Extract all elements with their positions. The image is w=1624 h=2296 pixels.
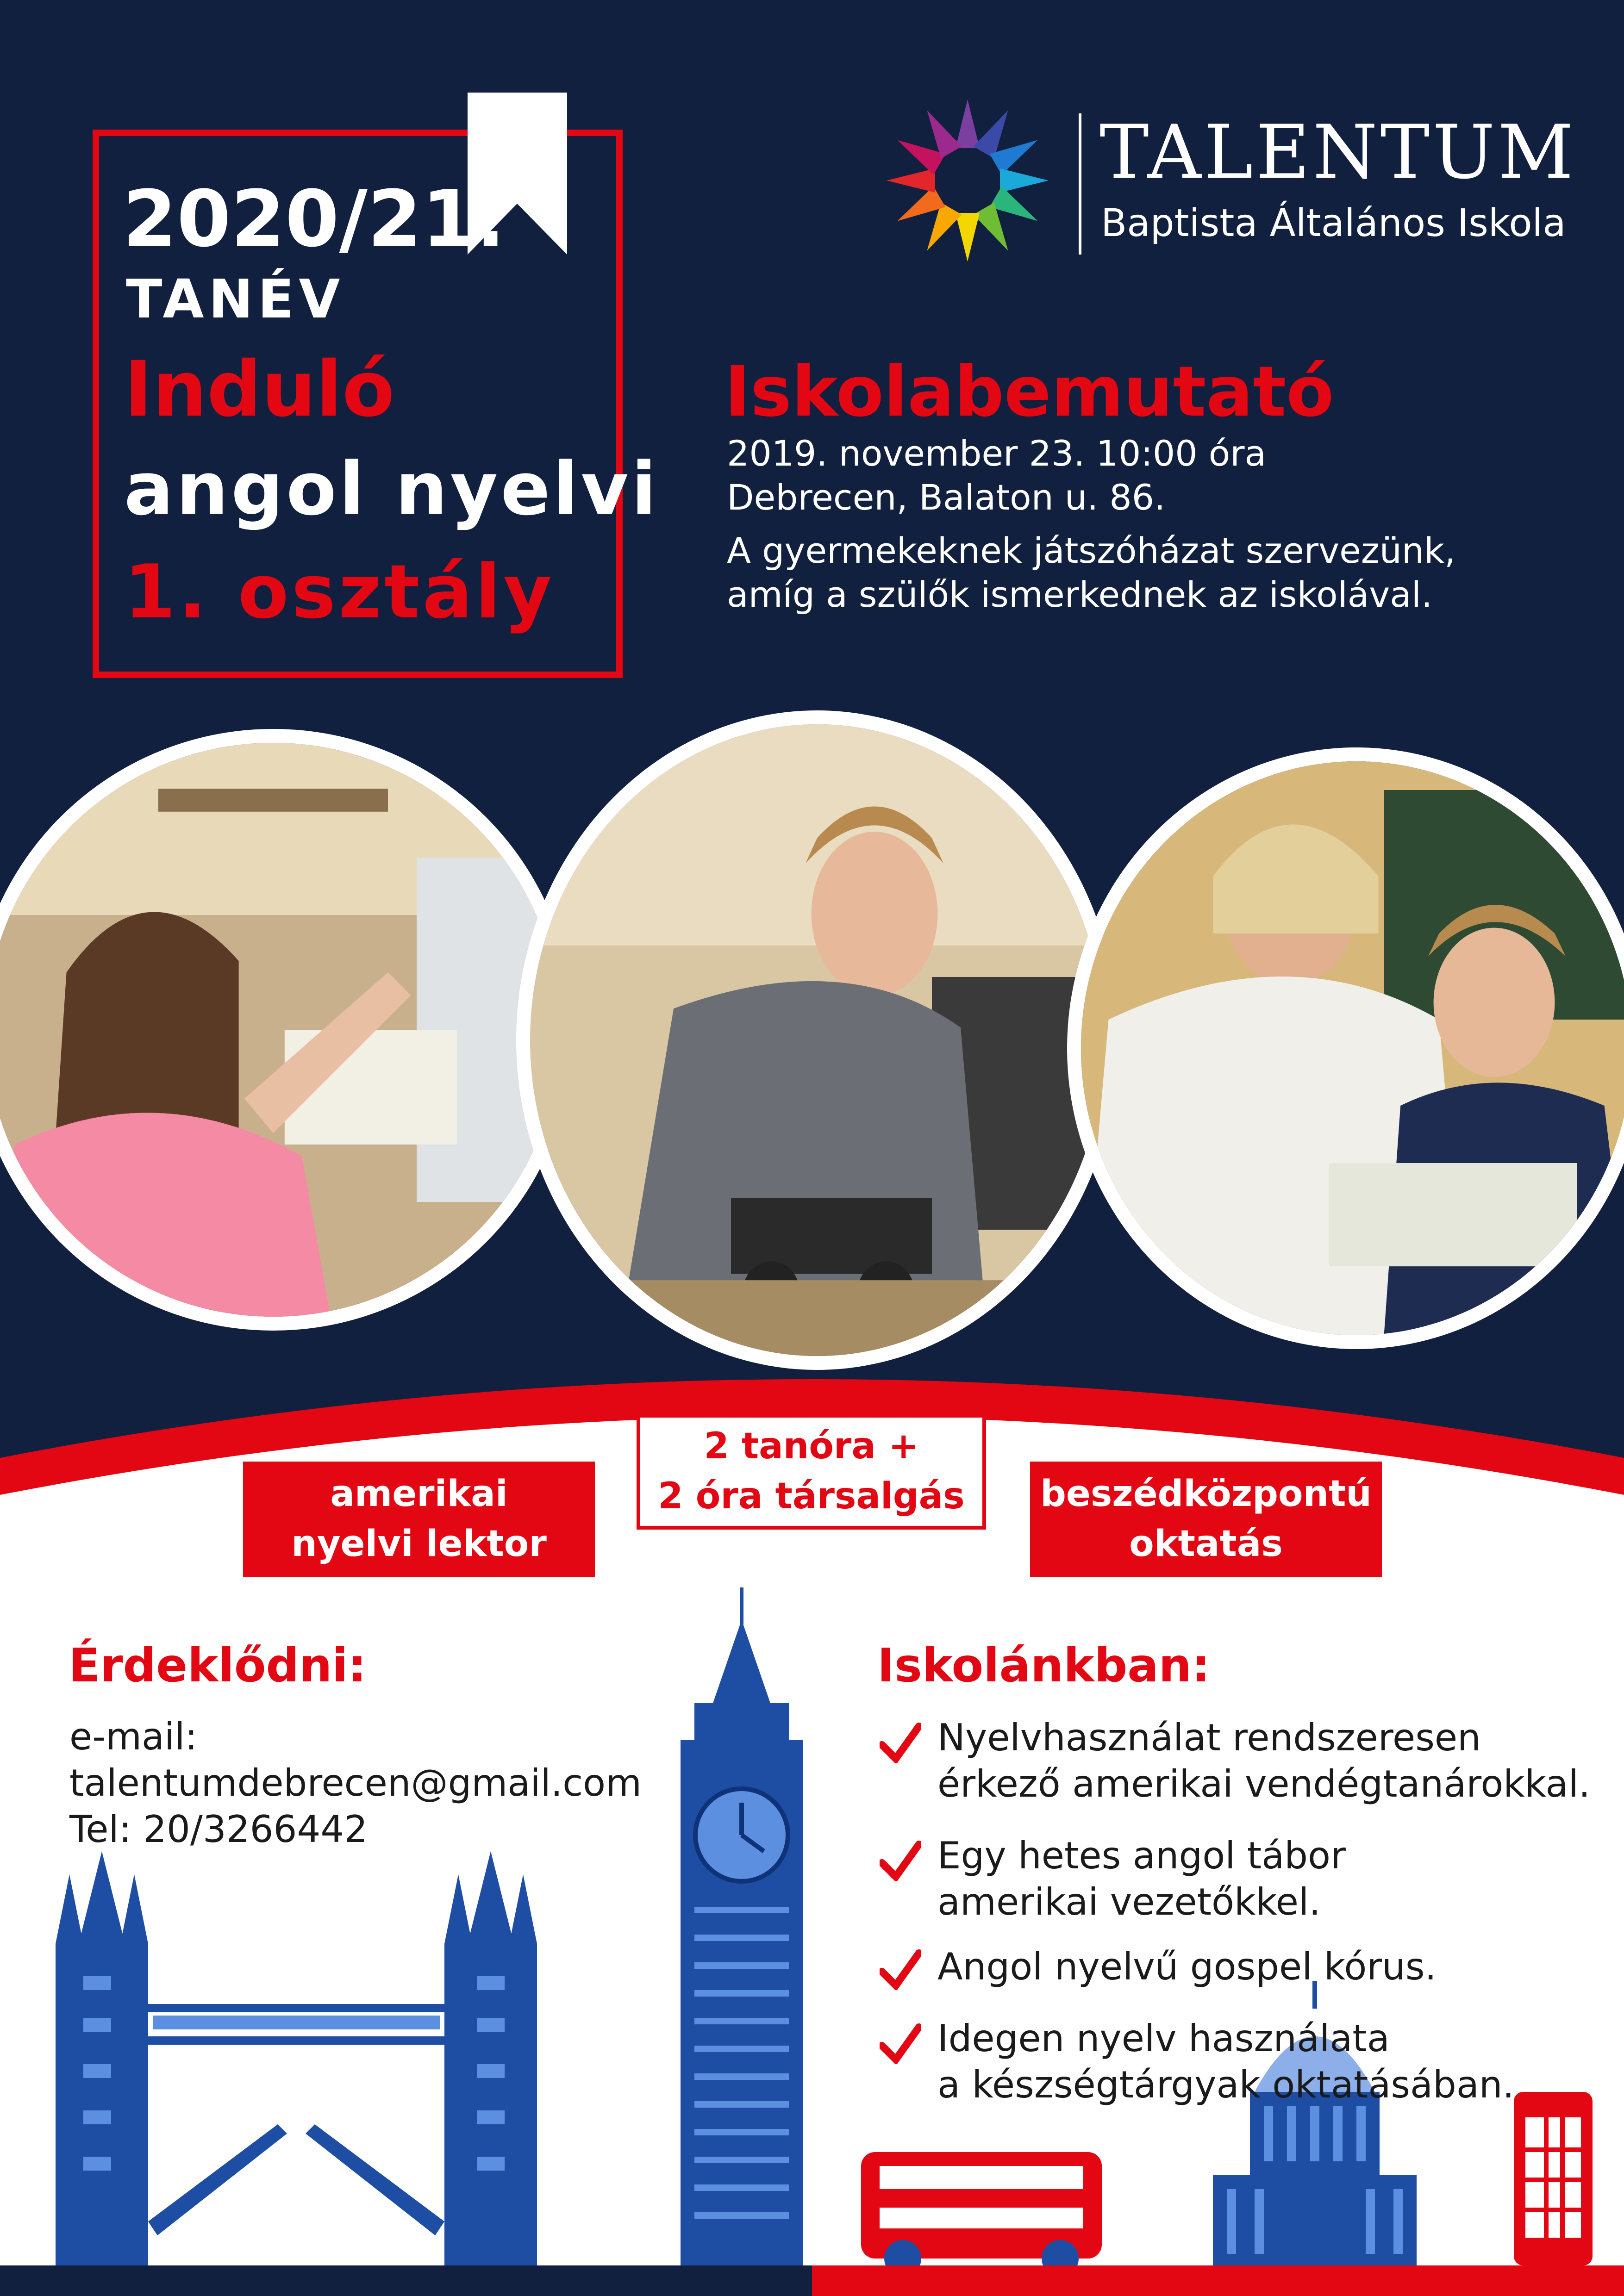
- event-date: 2019. november 23. 10:00 óra: [727, 433, 1267, 474]
- feature-american-lector-line-2: nyelvi lektor: [291, 1523, 547, 1565]
- first-grade-label: 1. osztály: [124, 548, 555, 635]
- photo-boy-with-robot: [516, 710, 1118, 1370]
- checkmark-icon: [880, 2022, 921, 2064]
- bottom-navy-strip: [0, 2265, 812, 2296]
- feature-lessons-line-1: 2 tanóra +: [704, 1425, 919, 1467]
- contact-email-link[interactable]: talentumdebrecen@gmail.com: [69, 1761, 642, 1804]
- school-year: 2020/21.: [123, 174, 506, 264]
- photo-teacher-with-boy: [1067, 747, 1624, 1349]
- feature-speech-centered-line-1: beszédközpontú: [1040, 1473, 1372, 1515]
- school-item-1-line-2: érkező amerikai vendégtanárokkal.: [937, 1762, 1591, 1805]
- school-item-1-line-1: Nyelvhasználat rendszeresen: [937, 1716, 1481, 1759]
- school-year-label: TANÉV: [126, 268, 345, 330]
- talentum-logo-icon: [880, 93, 1056, 268]
- english-language-label: angol nyelvi: [124, 447, 659, 532]
- checkmark-icon: [880, 1840, 921, 1881]
- starting-label: Induló: [124, 345, 395, 434]
- event-address: Debrecen, Balaton u. 86.: [727, 477, 1166, 518]
- school-item-4-line-2: a készségtárgyak oktatásában.: [937, 2063, 1514, 2106]
- school-heading: Iskolánkban:: [877, 1638, 1210, 1692]
- contact-heading: Érdeklődni:: [69, 1638, 367, 1692]
- school-name: TALENTUM: [1099, 109, 1576, 195]
- feature-speech-centered-line-2: oktatás: [1129, 1523, 1283, 1565]
- photo-girl-at-board: [0, 729, 574, 1331]
- checkmark-icon: [880, 1948, 921, 1990]
- school-item-4-line-1: Idegen nyelv használata: [937, 2017, 1390, 2060]
- feature-lessons: [637, 1414, 986, 1530]
- feature-lessons-line-2: 2 óra társalgás: [658, 1475, 965, 1517]
- contact-phone: Tel: 20/3266442: [69, 1808, 368, 1851]
- school-subtitle: Baptista Általános Iskola: [1101, 201, 1566, 245]
- feature-speech-centered: [1030, 1462, 1382, 1577]
- school-item-2-line-1: Egy hetes angol tábor: [937, 1834, 1346, 1877]
- checkmark-icon: [880, 1722, 921, 1763]
- event-title: Iskolabemutató: [725, 352, 1334, 432]
- feature-american-lector-line-1: amerikai: [330, 1473, 508, 1515]
- feature-american-lector: [243, 1462, 595, 1577]
- school-item-2-line-2: amerikai vezetőkkel.: [937, 1880, 1321, 1923]
- logo-divider: [1079, 113, 1081, 255]
- contact-email-label: e-mail:: [69, 1715, 198, 1758]
- event-note-line-1: A gyermekeknek játszóházat szervezünk,: [727, 530, 1456, 571]
- event-note-line-2: amíg a szülők ismerkednek az iskolával.: [727, 574, 1433, 615]
- school-item-3-line-1: Angol nyelvű gospel kórus.: [937, 1945, 1437, 1988]
- bottom-red-strip: [812, 2265, 1624, 2296]
